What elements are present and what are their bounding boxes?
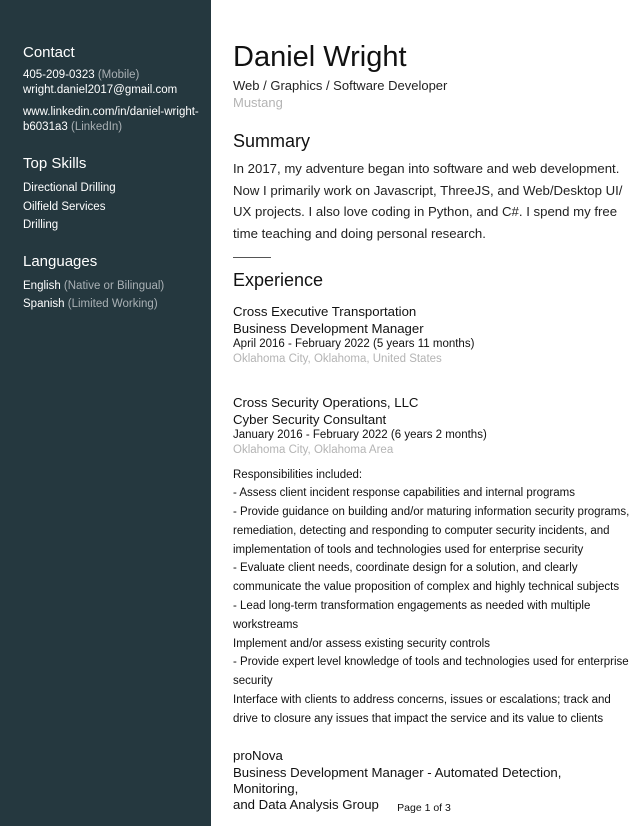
- job-company: Cross Executive Transportation: [233, 304, 417, 319]
- responsibilities-list: [233, 466, 630, 729]
- job-title: Business Development Manager - Automated Detection, Monitoring,: [233, 764, 562, 796]
- job-dates: January 2016 - February 2022 (6 years 2 months): [233, 428, 487, 441]
- job-entry: [233, 304, 625, 367]
- person-name: Daniel Wright: [233, 41, 407, 73]
- job-title: Business Development Manager: [233, 320, 424, 336]
- responsibility-line: Implement and/or assess existing security controls: [233, 637, 490, 650]
- skill-item: Drilling: [23, 219, 59, 231]
- phone-number[interactable]: 405-209-0323: [23, 69, 95, 81]
- phone-type: (Mobile): [97, 69, 140, 81]
- responsibility-line: remediation, detecting and responding to computer security incidents, and: [233, 524, 610, 537]
- responsibility-line: - Evaluate client needs, coordinate design for a solution, and clearly: [233, 562, 578, 575]
- linkedin-link-continued[interactable]: b6031a3: [23, 120, 68, 133]
- sidebar: [0, 0, 211, 826]
- responsibility-line: Responsibilities included:: [233, 468, 363, 481]
- email-link[interactable]: wright.daniel2017@gmail.com: [23, 83, 178, 96]
- summary-heading: Summary: [233, 131, 311, 151]
- language-name: Spanish: [23, 298, 65, 310]
- language-item: [23, 295, 199, 314]
- responsibility-line: - Lead long-term transformation engagements as needed with multiple: [233, 600, 591, 613]
- job-location: Oklahoma City, Oklahoma Area: [233, 443, 394, 456]
- job-location: Oklahoma City, Oklahoma, United States: [233, 352, 442, 365]
- section-divider: [233, 257, 271, 258]
- job-company: proNova: [233, 748, 283, 763]
- linkedin-line-2: [23, 120, 199, 135]
- responsibility-line: drive to closure any issues that impact the service and its value to clients: [233, 712, 604, 725]
- language-level: (Native or Bilingual): [63, 279, 165, 292]
- language-level: (Limited Working): [67, 298, 158, 310]
- experience-heading: Experience: [233, 270, 324, 290]
- job-company: Cross Security Operations, LLC: [233, 395, 419, 410]
- page-number: Page 1 of 3: [397, 802, 451, 814]
- skill-item: Directional Drilling: [23, 182, 116, 194]
- top-skills-heading: Top Skills: [23, 155, 87, 172]
- language-name: English: [23, 279, 61, 292]
- person-role: Web / Graphics / Software Developer: [233, 78, 448, 93]
- languages-heading: Languages: [23, 252, 98, 270]
- language-item: [23, 277, 199, 296]
- page-footer: [0, 802, 638, 814]
- job-entry: [233, 395, 630, 729]
- skill-item: Oilfield Services: [23, 200, 106, 213]
- phone-line: [23, 68, 199, 83]
- responsibility-line: - Provide guidance on building and/or maturing information security programs,: [233, 506, 630, 519]
- responsibility-line: communicate the value proposition of complex and highly technical subjects: [233, 581, 620, 594]
- job-title-continued: and Data Analysis Group: [233, 796, 379, 812]
- job-title: Cyber Security Consultant: [233, 411, 387, 427]
- responsibility-line: workstreams: [233, 618, 299, 631]
- responsibility-line: security: [233, 675, 273, 688]
- responsibility-line: - Assess client incident response capabilities and internal programs: [233, 487, 575, 500]
- linkedin-type: (LinkedIn): [70, 120, 123, 133]
- responsibility-line: implementation of tools and technologies used for enterprise security: [233, 543, 584, 556]
- responsibility-line: - Provide expert level knowledge of tools and technologies used for enterprise: [233, 656, 629, 669]
- person-location: Mustang: [233, 95, 283, 110]
- job-dates: April 2016 - February 2022 (5 years 11 months): [233, 337, 475, 350]
- linkedin-link[interactable]: www.linkedin.com/in/daniel-wright-: [23, 106, 199, 118]
- contact-heading: Contact: [23, 44, 75, 61]
- summary-text: In 2017, my adventure began into software and web development. Now I primarily work on Javascript, ThreeJS, and Web/Desktop UI/ UX projects. I also love coding in Python, and C#. I spend my free time teaching and doing personal research.: [233, 161, 623, 241]
- responsibility-line: Interface with clients to address concerns, issues or escalations; track and: [233, 694, 611, 707]
